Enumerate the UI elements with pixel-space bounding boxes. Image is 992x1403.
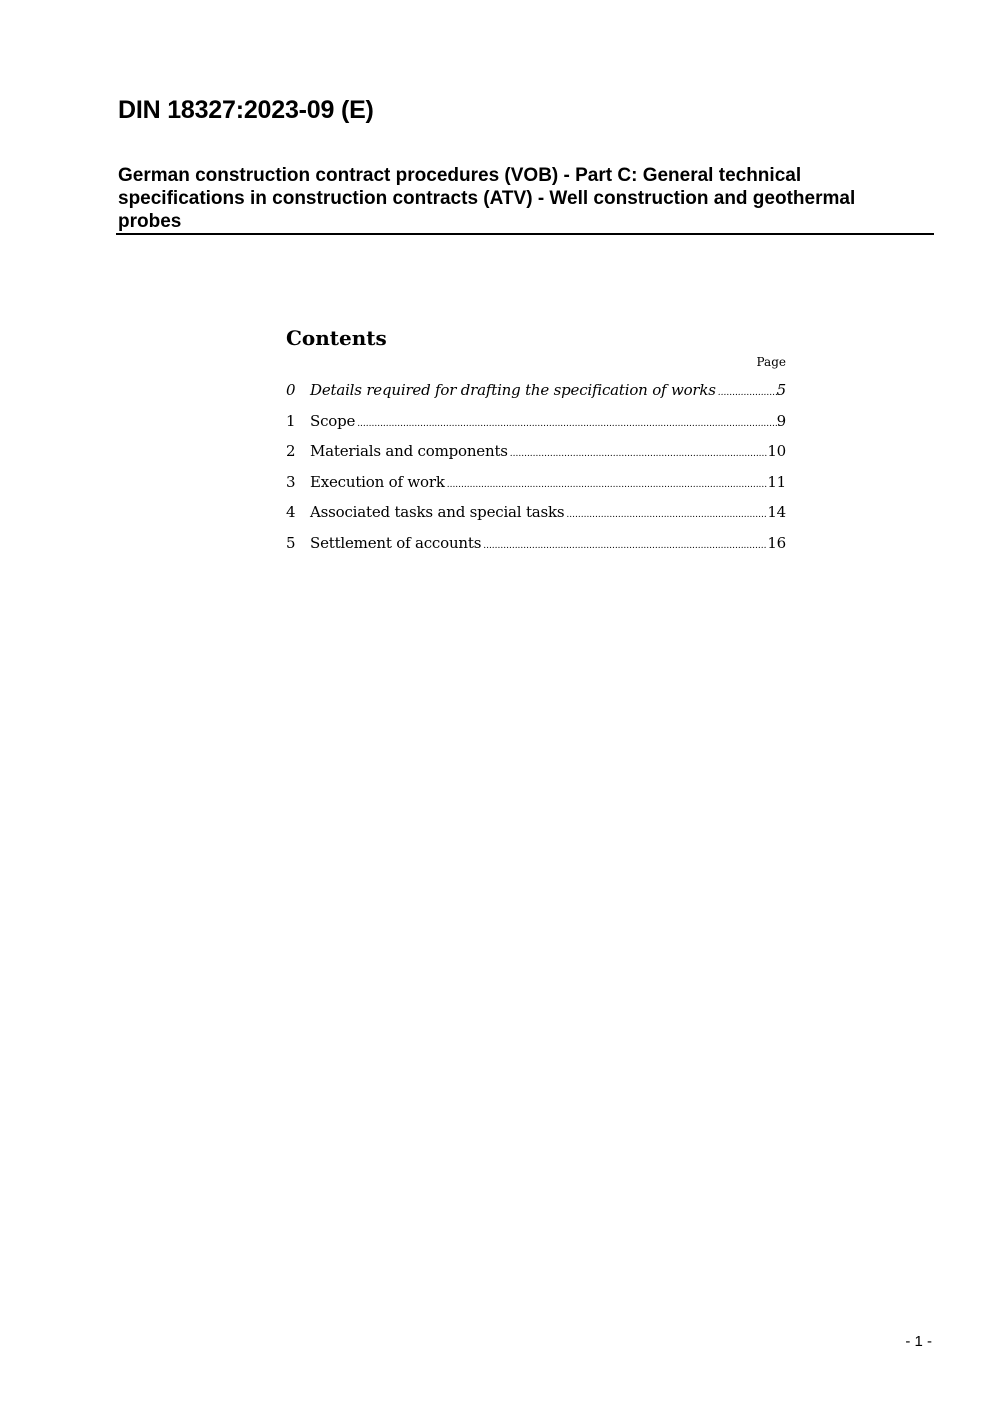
toc-entry-title: Settlement of accounts (310, 533, 482, 552)
toc-entry-page: 14 (767, 503, 786, 521)
toc-leader-dots (564, 505, 767, 525)
toc-entry-title: Materials and components (310, 442, 508, 460)
document-title: DIN 18327:2023-09 (E) (118, 96, 374, 124)
toc-entry-page: 16 (767, 533, 786, 552)
toc-leader-dots (508, 444, 768, 464)
toc-entry-number: 2 (286, 442, 296, 460)
document-subtitle: German construction contract procedures (VOB) - Part C: General technical specifications in construction contracts (ATV) - Well construction and geothermal probes (118, 165, 856, 232)
page-number: - 1 - (905, 1333, 932, 1350)
toc-entry-1[interactable] (286, 411, 786, 442)
toc-leader-dots (716, 383, 777, 403)
toc-entry-number: 5 (286, 533, 296, 552)
toc-entry-page: 9 (776, 411, 786, 430)
toc-entry-5[interactable] (286, 533, 786, 564)
toc-entry-title: Scope (310, 411, 356, 430)
toc-entry-4[interactable] (286, 502, 786, 533)
toc-entry-2[interactable] (286, 441, 786, 472)
toc-leader-dots (355, 414, 776, 434)
toc-entry-page: 11 (767, 472, 786, 491)
toc-entry-title: Associated tasks and special tasks (310, 503, 565, 521)
toc-entry-3[interactable] (286, 472, 786, 503)
toc-entry-title: Execution of work (310, 472, 445, 491)
toc-leader-dots (481, 536, 767, 556)
page-column-label: Page (756, 355, 786, 369)
toc-entry-number: 4 (286, 503, 296, 521)
toc-entry-number: 3 (286, 472, 296, 491)
contents-heading: Contents (286, 326, 387, 350)
toc-entry-page: 10 (767, 442, 786, 460)
toc-entry-title: Details required for drafting the specification of works (310, 381, 716, 399)
toc-entry-number: 0 (286, 381, 296, 399)
title-divider (116, 233, 934, 235)
table-of-contents (286, 324, 786, 563)
toc-leader-dots (445, 475, 768, 495)
toc-entry-number: 1 (286, 411, 296, 430)
toc-entry-page: 5 (776, 381, 786, 399)
toc-entry-0[interactable] (286, 380, 786, 411)
